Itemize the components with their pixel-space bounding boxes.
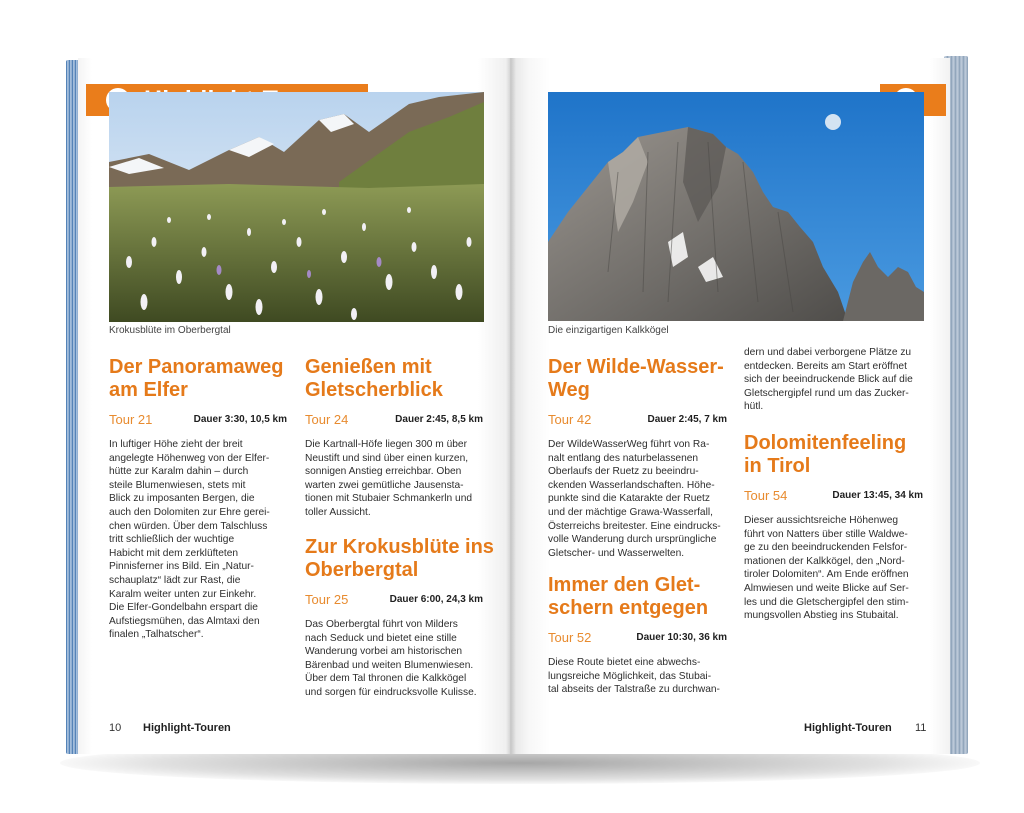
section-text-gletscherblick: Die Kartnall-Höfe liegen 300 m über Neustift und sind über einen kurzen, sonnigen Anstieg erreichbar. Oben warten zwei gemütliche Jausensta- tionen mit Stubaier Schmankerln und toller Aussicht.	[305, 439, 473, 518]
photo-caption: Die einzigartigen Kalkkögel	[548, 325, 669, 336]
title-line: schern entgegen	[548, 597, 709, 619]
continued-text: dern und dabei verborgene Plätze zu entdecken. Bereits am Start eröffnet sich der beeindruckende Blick auf die Gletschergipfel rund um das Zucker- hütl.	[744, 347, 913, 413]
section-text-krokusbluete: Das Oberbergtal führt von Milders nach Seduck und bietet eine stille Wanderung vorbei am historischen Bärenbad und weiten Blumenwiesen. Über dem Tal thronen die Kalkkögel und sorgen für eindrucksvolle Kulisse.	[305, 619, 477, 698]
running-head-right: Highlight-Touren	[804, 722, 892, 734]
tour-duration: Dauer 3:30, 10,5 km	[193, 414, 287, 425]
tour-duration: Dauer 13:45, 34 km	[832, 490, 923, 501]
tour-number: Tour 52	[548, 630, 592, 645]
title-line: Genießen mit	[305, 356, 432, 378]
title-line: Der Wilde-Wasser-	[548, 356, 724, 378]
section-text-panoramaweg: In luftiger Höhe zieht der breit angelegte Höhenweg von der Elfer- hütte zur Karalm dahin – durch steile Blumenwiesen, stets mit Blick zu imposanten Bergen, die auch den Dolomiten zur Ehre gerei- chen würden. Über dem Talschluss tritt schließlich der wuchtige Habicht mit dem zerklüfteten Pinnisferner ins Bild. Ein „Natur- schauplatz“ lädt zur Rast, die Karalm weiter unten zur Einkehr. Die Elfer-Gondelbahn erspart die Aufstiegsmühen, das Almtaxi den finalen „Talhatscher“.	[109, 439, 270, 641]
title-line: Gletscherblick	[305, 379, 443, 401]
section-title-gletschern-entgegen	[548, 574, 708, 620]
page-number-right: 11	[915, 722, 927, 734]
running-head-left: Highlight-Touren	[143, 722, 231, 734]
photo-kalkkoegel	[548, 92, 924, 321]
tour-number: Tour 25	[305, 592, 349, 607]
title-line: in Tirol	[744, 455, 811, 477]
page-number-left: 10	[109, 722, 122, 734]
section-title-krokusbluete	[305, 536, 494, 582]
title-line: Oberbergtal	[305, 559, 419, 581]
tour-number: Tour 21	[109, 412, 153, 427]
section-text-wilde-wasser-weg: Der WildeWasserWeg führt von Ra- nalt entlang des naturbelassenen Oberlaufs der Ruetz zu beeindru- ckenden Wasserlandschaften. Höhe- punkte sind die Katarakte der Ruetz und der mächtige Grawa-Wasserfall, Österreichs breitester. Eine eindrucks- volle Wanderung durch ursprüngliche Gletscher- und Wasserwelten.	[548, 439, 721, 559]
title-line: Dolomitenfeeling	[744, 432, 907, 454]
tour-number: Tour 24	[305, 412, 349, 427]
tour-number: Tour 54	[744, 488, 788, 503]
title-line: Zur Krokusblüte ins	[305, 536, 494, 558]
photo-caption: Krokusblüte im Oberbergtal	[109, 325, 231, 336]
section-title-dolomitenfeeling	[744, 432, 906, 478]
book-gutter	[506, 58, 516, 754]
section-text-dolomitenfeeling: Dieser aussichtsreiche Höhenweg führt von Natters über stille Waldwe- ge zu den beeindruckenden Felsfor- mationen der Kalkkögel, den „Nord- tiroler Dolomiten“. Am Ende eröffnen Almwiesen und weite Blicke auf Ser- les und die Gletschergipfel den stim- mungsvollen Abstieg ins Stubaital.	[744, 515, 909, 622]
title-line: Weg	[548, 379, 590, 401]
photo-crocus-meadow	[109, 92, 484, 322]
section-text-gletschern-entgegen: Diese Route bietet eine abwechs- lungsreiche Möglichkeit, das Stubai- tal abseits der Talstraße zu durchwan-	[548, 657, 720, 696]
title-line: Der Panoramaweg	[109, 356, 284, 378]
section-title-panoramaweg	[109, 356, 284, 402]
tour-duration: Dauer 6:00, 24,3 km	[389, 594, 483, 605]
tour-number: Tour 42	[548, 412, 592, 427]
tour-duration: Dauer 2:45, 8,5 km	[395, 414, 483, 425]
section-title-wilde-wasser-weg	[548, 356, 724, 402]
title-line: am Elfer	[109, 379, 188, 401]
title-line: Immer den Glet-	[548, 574, 701, 596]
section-title-gletscherblick	[305, 356, 443, 402]
tour-duration: Dauer 2:45, 7 km	[647, 414, 727, 425]
tour-duration: Dauer 10:30, 36 km	[636, 632, 727, 643]
